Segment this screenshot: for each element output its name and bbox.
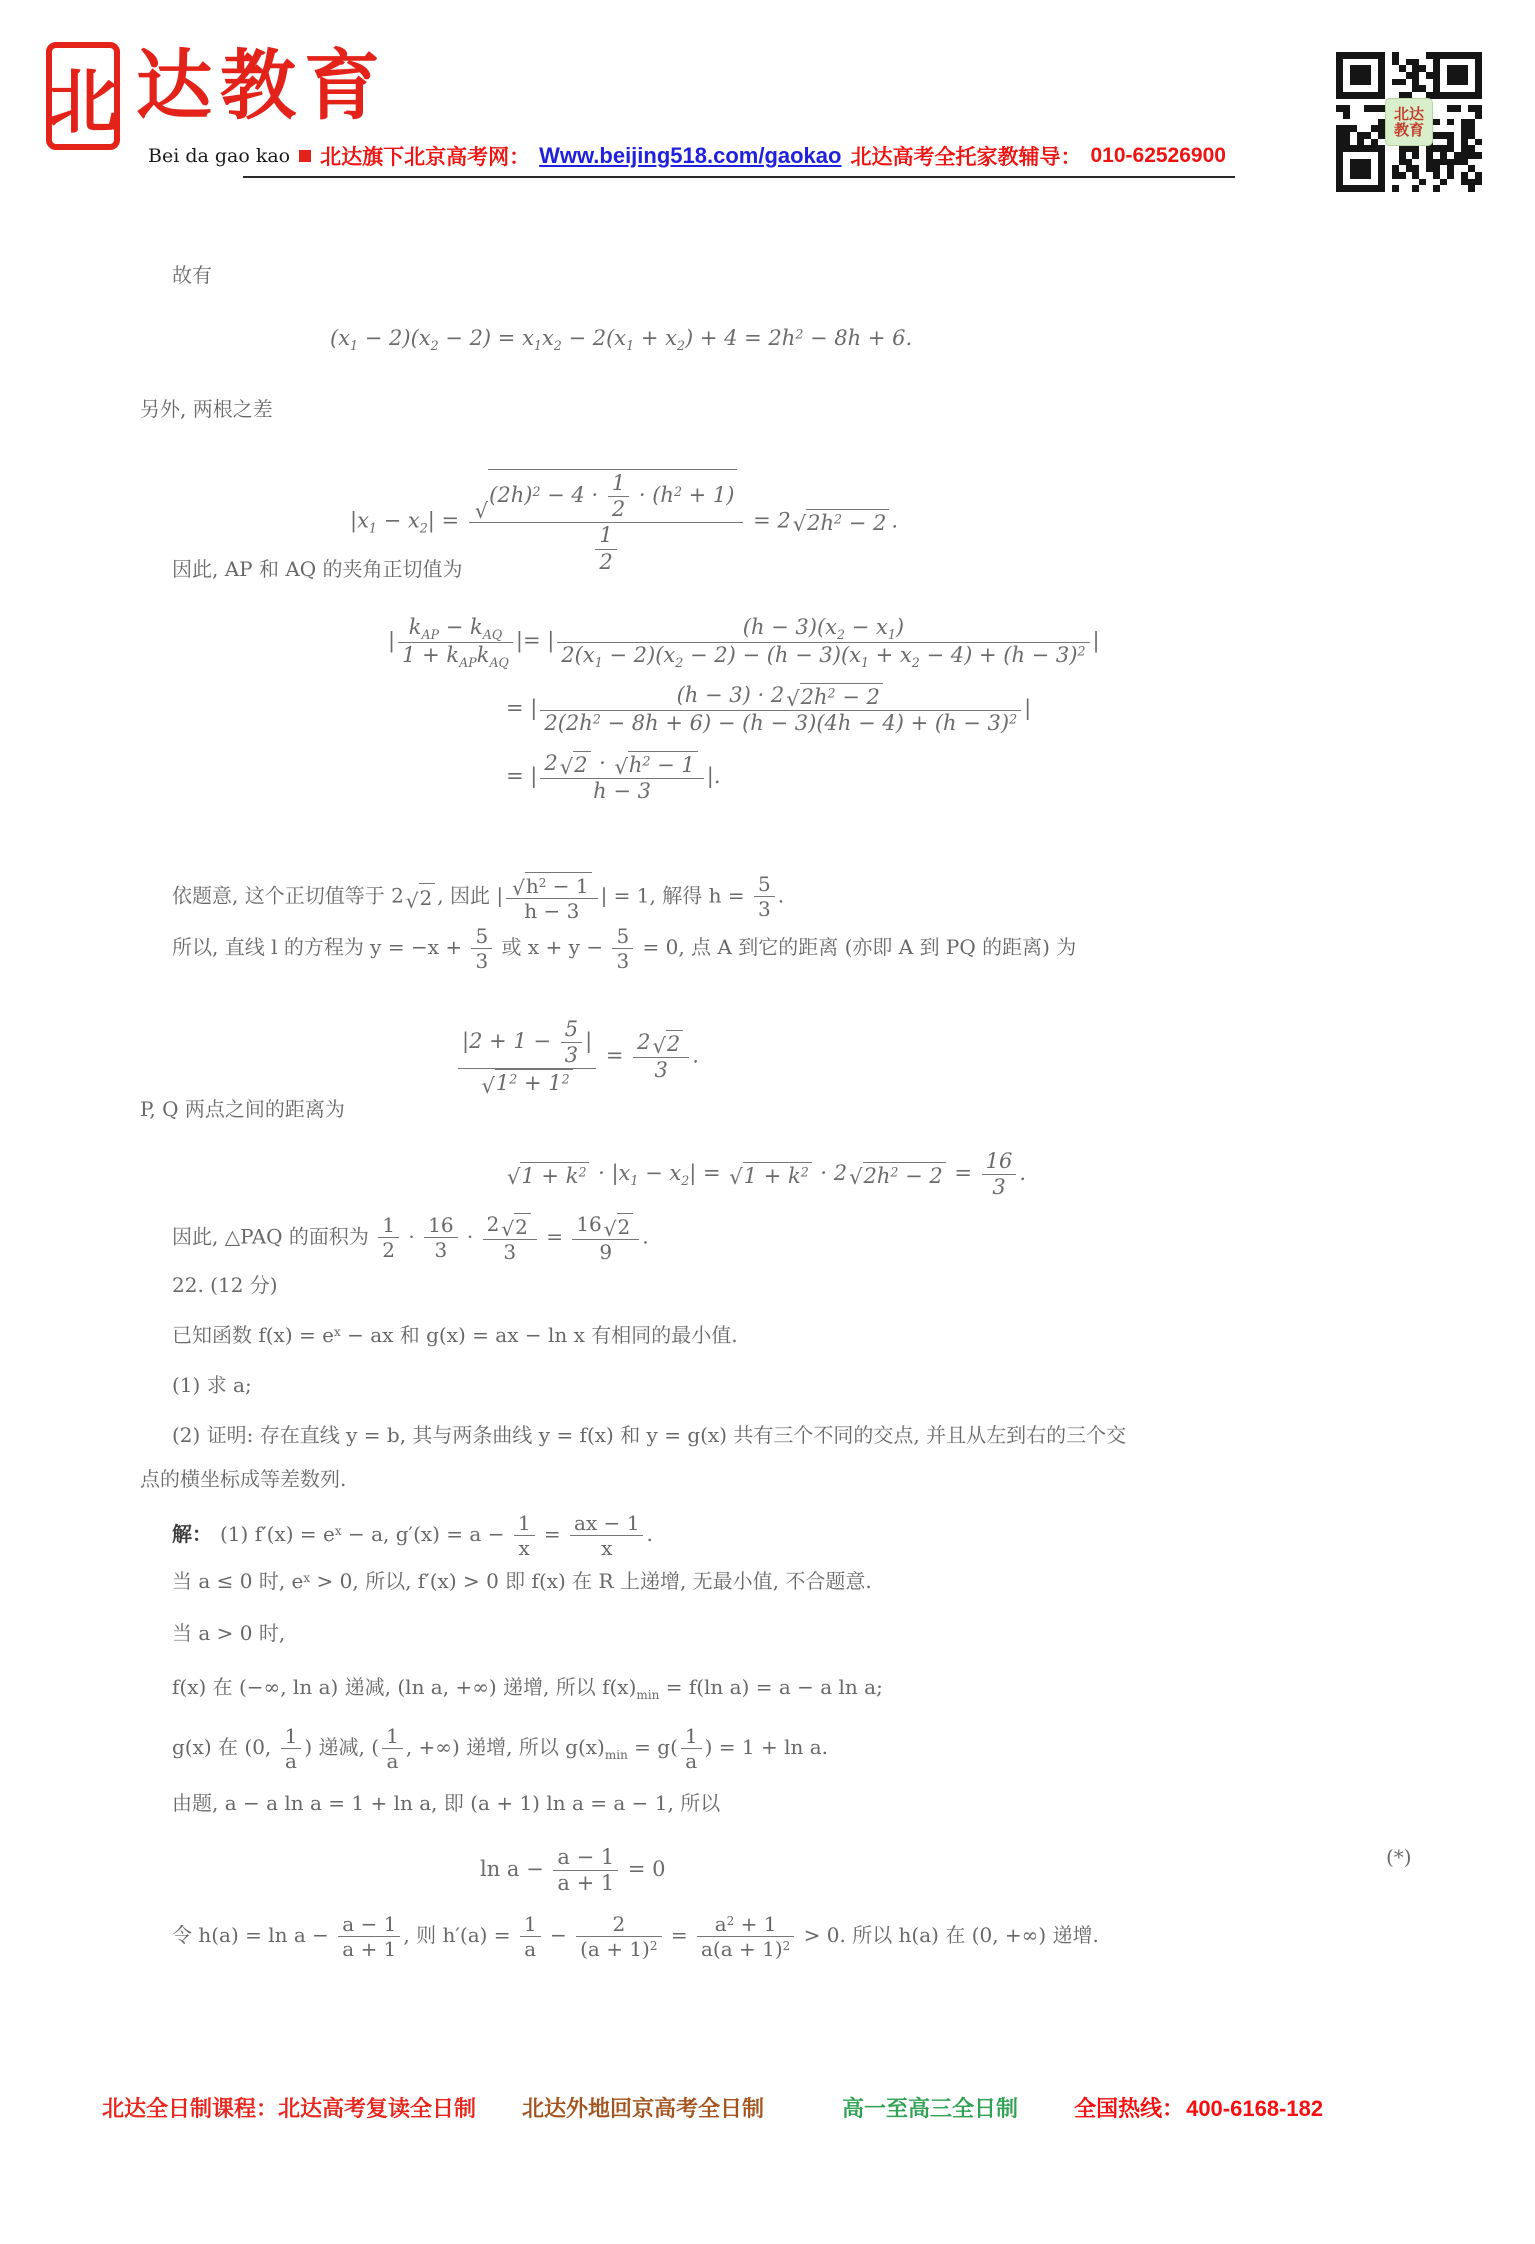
phone-number: 010-62526900 — [1090, 144, 1226, 167]
tangent-eq-lhs: | $\frac{k_{AP} - k_{AQ}}{1 + k_{AP}k_{AQ}}$ | — [388, 615, 523, 670]
derivatives-math: (1) $f'(x) = e^x - a$, g′(x) = a − $\frac{1}{x}$ = $\frac{ax - 1}{x}$ . — [220, 1511, 653, 1560]
logo — [46, 42, 388, 150]
combine-line: 由题, a − a ln a = 1 + ln a, 即 (a + 1) ln a = a − 1, 所以 — [172, 1791, 721, 1815]
tangent-label: 因此, AP 和 AQ 的夹角正切值为 — [172, 557, 463, 581]
tangent-equation — [388, 615, 1100, 818]
intro-text: 故有 — [172, 263, 212, 287]
header-divider — [243, 176, 1235, 178]
footer-item-grades: 高一至高三全日制 — [842, 2096, 1019, 2121]
problem22-given: 已知函数 $f(x) = e^x$ − ax 和 g(x) = ax − ln x 有相同的最小值. — [172, 1323, 738, 1347]
tangent-eq-rhs3: = | 2 √ 2 · √ $h^2 - 1$ h − 3 |. — [506, 750, 721, 803]
roots-difference-equation: $|x_1 - x_2|$ = √ $(2h)^2 - 4$ · $\frac{1}{2}$ · $(h^2 + 1)$ $\frac{1}{2}$ = 2 √ $2h^2 - 2$ . — [350, 471, 899, 574]
logo-seal — [46, 42, 120, 150]
site-link[interactable]: Www.beijing518.com/gaokao — [539, 143, 842, 168]
tangent-eq-row1 — [388, 615, 1100, 669]
footer-course-label: 北达全日制课程： — [102, 2096, 279, 2121]
h-function-line: 令 h(a) = ln a − $\frac{a - 1}{a + 1}$ , 则 h′(a) = $\frac{1}{a}$ − $\frac{2}{(a + 1)^2}$ = $\frac{a^2 + 1}{a(a + 1)^2}$ > 0. 所以 h(a) 在 (0, +∞) 递增. — [172, 1912, 1099, 1961]
qr-code — [1336, 52, 1482, 192]
g-monotonic-line: g(x) 在 (0, $\frac{1}{a}$ ) 递减, ( $\frac{1}{a}$ , +∞) 递增, 所以 $g(x)_{min} = g$( $\frac{1}{a}$ ) = 1 + ln a. — [172, 1724, 829, 1773]
star-marker: (*) — [1386, 1845, 1412, 1869]
case-a-positive: 当 a > 0 时, — [172, 1621, 286, 1645]
header-info-row — [148, 141, 1226, 171]
tangent-eq-row3 — [506, 751, 1100, 804]
problem22-part1: (1) 求 a; — [172, 1373, 252, 1397]
tutoring-label: 北达高考全托家教辅导： — [850, 146, 1082, 169]
pq-distance-label: P, Q 两点之间的距离为 — [140, 1097, 345, 1121]
tangent-eq-rhs1: = | $\frac{(h - 3)(x_2 - x_1)}{2(x_1 - 2)(x_2 - 2) - (h - 3)(x_1 + x_2 - 4) + (h - 3)^2}$ | — [522, 615, 1100, 670]
solve-h-line: 依题意, 这个正切值等于 2 √ 2 , 因此 | √ $h^2 - 1$ h − 3 | = 1, 解得 h = $\frac{5}{3}$ . — [172, 872, 785, 923]
tangent-eq-rhs2: = | (h − 3) · 2 √ $2h^2 - 2$ $2(2h^2 - 8h + 6) - (h - 3)(4h - 4) + (h - 3)^2$ | — [506, 683, 1032, 736]
tagline: Bei da gao kao — [148, 145, 291, 167]
logo-text: 达教育 — [136, 41, 388, 130]
product-equation: $(x_1 - 2)(x_2 - 2) = x_1x_2 - 2(x_1 + x_2) + 4 = 2h^2 - 8h + 6$. — [330, 326, 913, 354]
problem22-part2-line1: (2) 证明: 存在直线 y = b, 其与两条曲线 y = f(x) 和 y = g(x) 共有三个不同的交点, 并且从左到右的三个交 — [172, 1423, 1127, 1447]
case-a-nonpositive: 当 a ≤ 0 时, $e^x > 0$, 所以, f′(x) > 0 即 f(x) 在 R 上递增, 无最小值, 不合题意. — [172, 1569, 872, 1593]
footer-item-returning-students: 北达外地回京高考全日制 — [522, 2096, 765, 2121]
qr-center-badge — [1385, 98, 1433, 146]
pq-distance-equation: √ $1 + k^2$ · $|x_1 - x_2|$ = √ $1 + k^2$ · 2 √ $2h^2 - 2$ = $\frac{16}{3}$ . — [507, 1149, 1027, 1200]
solution-derivatives — [172, 1511, 653, 1560]
roots-difference-label: 另外, 两根之差 — [140, 397, 273, 421]
footer — [102, 2092, 1323, 2123]
line-equation-text: 所以, 直线 l 的方程为 y = −x + $\frac{5}{3}$ 或 x + y − $\frac{5}{3}$ = 0, 点 A 到它的距离 (亦即 A 到 PQ 的距离) 为 — [172, 924, 1077, 973]
qr-badge-line2: 教育 — [1393, 121, 1424, 139]
logo-seal-char: 北 — [48, 59, 118, 143]
footer-item-fulltime-repeat: 北达高考复读全日制 — [278, 2096, 477, 2121]
problem22-part2-line2: 点的横坐标成等差数列. — [140, 1467, 347, 1491]
distance-equation: |2 + 1 − $\frac{5}{3}$ | √ $1^2 + 1^2$ = 2 √ 2 3 . — [455, 1017, 699, 1097]
red-square-icon — [299, 150, 311, 162]
site-label: 北达旗下北京高考网： — [320, 146, 531, 169]
problem22-heading: 22. (12 分) — [172, 1273, 278, 1297]
star-equation: ln a − $\frac{a - 1}{a + 1}$ = 0 — [480, 1845, 666, 1896]
qr-badge-line1: 北达 — [1393, 104, 1424, 123]
solve-label: 解： — [172, 1522, 212, 1546]
footer-hotline-number: 400-6168-182 — [1186, 2096, 1324, 2121]
f-monotonic-line: f(x) 在 (−∞, ln a) 递减, (ln a, +∞) 递增, 所以 $f(x)_{min} = f(\ln$ a) = a − a ln a; — [172, 1675, 883, 1702]
footer-hotline-label: 全国热线： — [1074, 2096, 1185, 2121]
area-line: 因此, △PAQ 的面积为 $\frac{1}{2}$ · $\frac{16}{3}$ · 2 √ 2 3 = 16 √ 2 9 . — [172, 1212, 649, 1264]
tangent-eq-row2 — [506, 683, 1100, 736]
